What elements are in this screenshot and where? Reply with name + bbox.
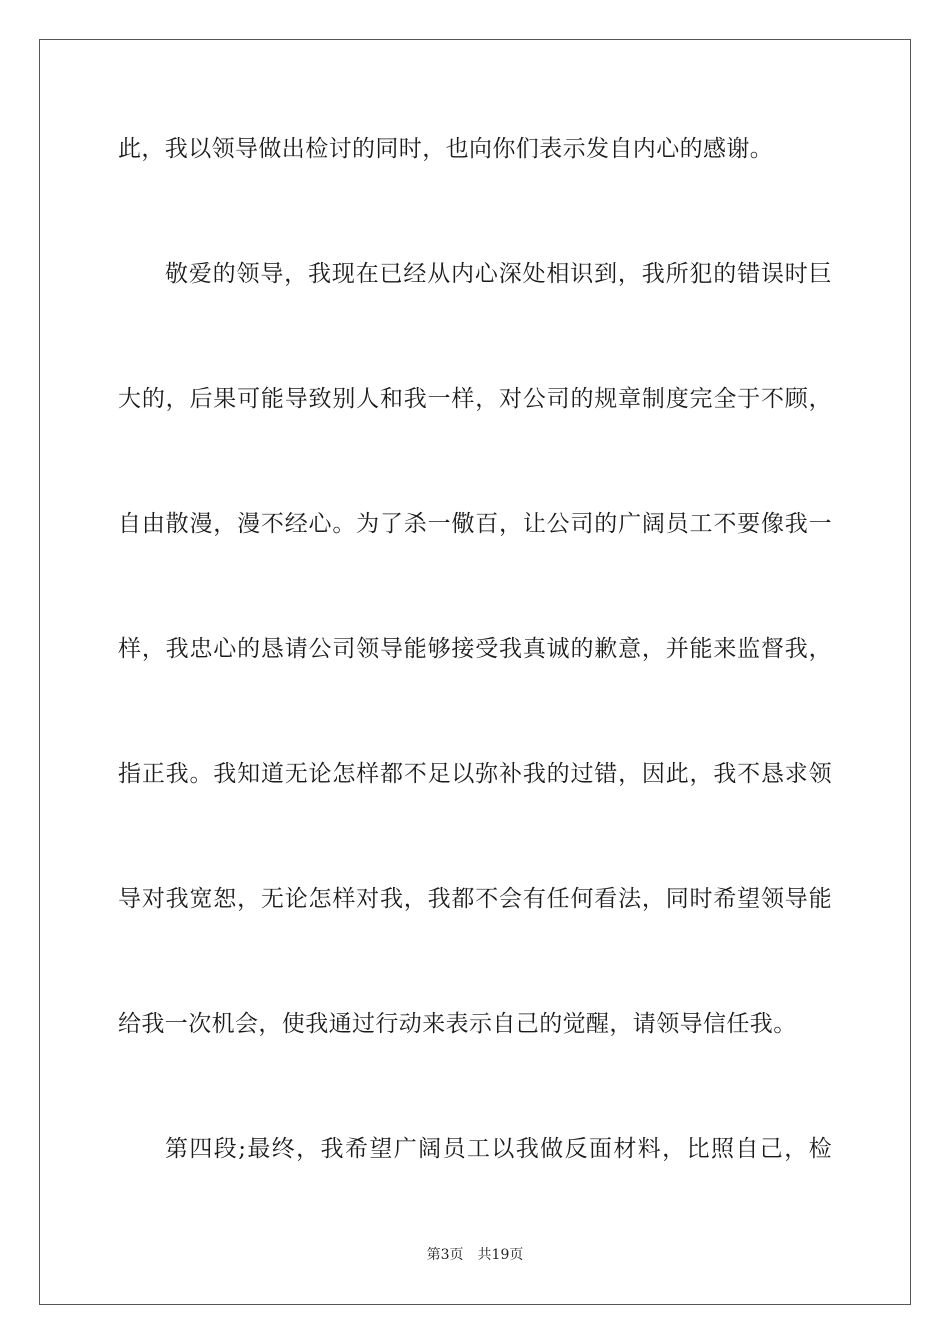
text-line-8: 给我一次机会，使我通过行动来表示自己的觉醒，请领导信任我。: [118, 1011, 797, 1037]
text-line-7: 导对我宽恕，无论怎样对我，我都不会有任何看法，同时希望领导能: [118, 886, 832, 912]
text-line-2: 敬爱的领导，我现在已经从内心深处相识到，我所犯的错误时巨: [165, 261, 832, 287]
text-line-6: 指正我。我知道无论怎样都不足以弥补我的过错，因此，我不恳求领: [118, 761, 832, 787]
text-line-3: 大的，后果可能导致别人和我一样，对公司的规章制度完全于不顾，: [118, 386, 832, 412]
text-line-4: 自由散漫，漫不经心。为了杀一儆百，让公司的广阔员工不要像我一: [118, 511, 832, 537]
page-border: [39, 39, 911, 1305]
page-number-footer: 第3页 共19页: [426, 1247, 524, 1263]
text-line-9: 第四段;最终，我希望广阔员工以我做反面材料，比照自己，检: [165, 1136, 832, 1162]
text-line-5: 样，我忠心的恳请公司领导能够接受我真诚的歉意，并能来监督我，: [118, 636, 832, 662]
text-line-1: 此，我以领导做出检讨的同时，也向你们表示发自内心的感谢。: [118, 136, 774, 162]
